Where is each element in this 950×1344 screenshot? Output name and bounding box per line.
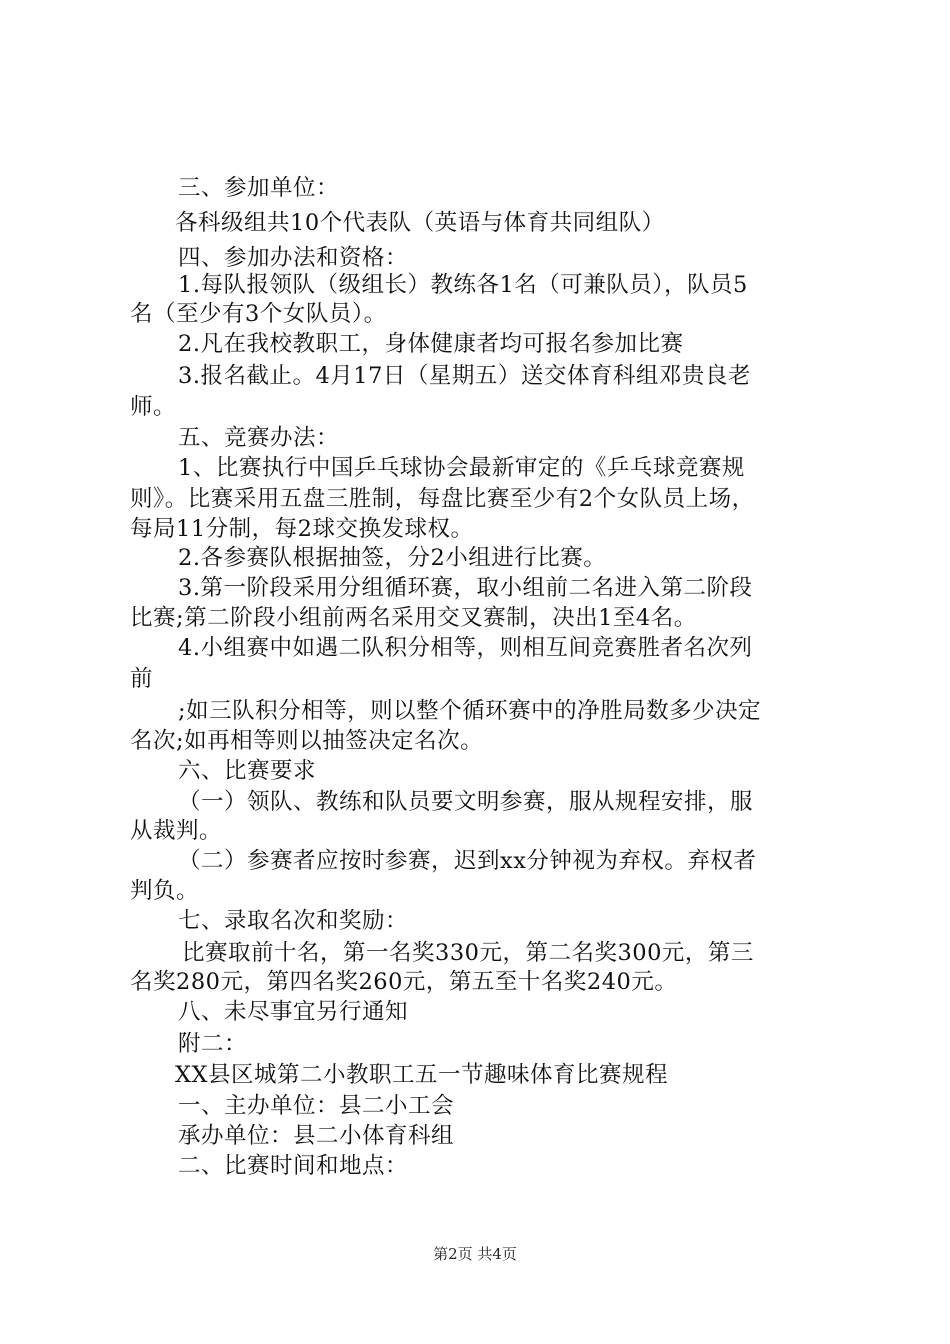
body-line: 1、比赛执行中国乒乓球协会最新审定的《乒乓球竞赛规: [178, 455, 745, 481]
appendix-label: 附二：: [178, 1031, 248, 1057]
section-heading-organizer: 一、主办单位：县二小工会: [178, 1093, 455, 1119]
body-line: 2.各参赛队根据抽签，分2小组进行比赛。: [178, 545, 607, 571]
body-line: 师。: [130, 394, 177, 420]
body-line: 名奖280元，第四名奖260元，第五至十名奖240元。: [130, 969, 678, 995]
section-heading-participants: 三、参加单位：: [178, 175, 340, 201]
body-line: 2.凡在我校教职工，身体健康者均可报名参加比赛: [178, 331, 684, 357]
body-line: 每局11分制，每2球交换发球权。: [130, 516, 474, 542]
section-heading-rules: 五、竞赛办法：: [178, 425, 340, 451]
body-line: （二）参赛者应按时参赛，迟到xx分钟视为弃权。弃权者: [178, 848, 757, 874]
body-line: ;如三队积分相等，则以整个循环赛中的净胜局数多少决定: [178, 698, 762, 724]
body-line: 4.小组赛中如遇二队积分相等，则相互间竞赛胜者名次列: [178, 635, 753, 661]
body-line: （一）领队、教练和队员要文明参赛，服从规程安排，服: [178, 789, 754, 815]
body-line: 比赛取前十名，第一名奖330元，第二名奖300元，第三: [182, 940, 754, 966]
body-line: 则》。比赛采用五盘三胜制，每盘比赛至少有2个女队员上场，: [130, 486, 755, 512]
section-heading-notice: 八、未尽事宜另行通知: [178, 999, 409, 1025]
body-line: 名次;如再相等则以抽签决定名次。: [130, 728, 484, 754]
body-line: 1.每队报领队（级组长）教练各1名（可兼队员），队员5: [178, 272, 748, 298]
section-heading-awards: 七、录取名次和奖励：: [178, 908, 409, 934]
body-line: 承办单位：县二小体育科组: [178, 1123, 455, 1149]
body-line: 比赛;第二阶段小组前两名采用交叉赛制，决出1至4名。: [130, 605, 697, 631]
section-heading-method: 四、参加办法和资格：: [178, 245, 409, 271]
appendix-title: XX县区城第二小教职工五一节趣味体育比赛规程: [175, 1062, 669, 1088]
page-number-footer: 第2页 共4页: [433, 1245, 517, 1263]
body-line: 3.报名截止。4月17日（星期五）送交体育科组邓贵良老: [178, 363, 751, 389]
body-line: 判负。: [130, 878, 200, 904]
body-line: 3.第一阶段采用分组循环赛，取小组前二名进入第二阶段: [178, 575, 753, 601]
body-line: 前: [130, 666, 154, 692]
section-heading-requirements: 六、比赛要求: [178, 758, 317, 784]
body-line: 名（至少有3个女队员）。: [130, 301, 387, 327]
body-line: 各科级组共10个代表队（英语与体育共同组队）: [175, 210, 665, 236]
section-heading-time-place: 二、比赛时间和地点：: [178, 1153, 409, 1179]
body-line: 从裁判。: [130, 818, 223, 844]
